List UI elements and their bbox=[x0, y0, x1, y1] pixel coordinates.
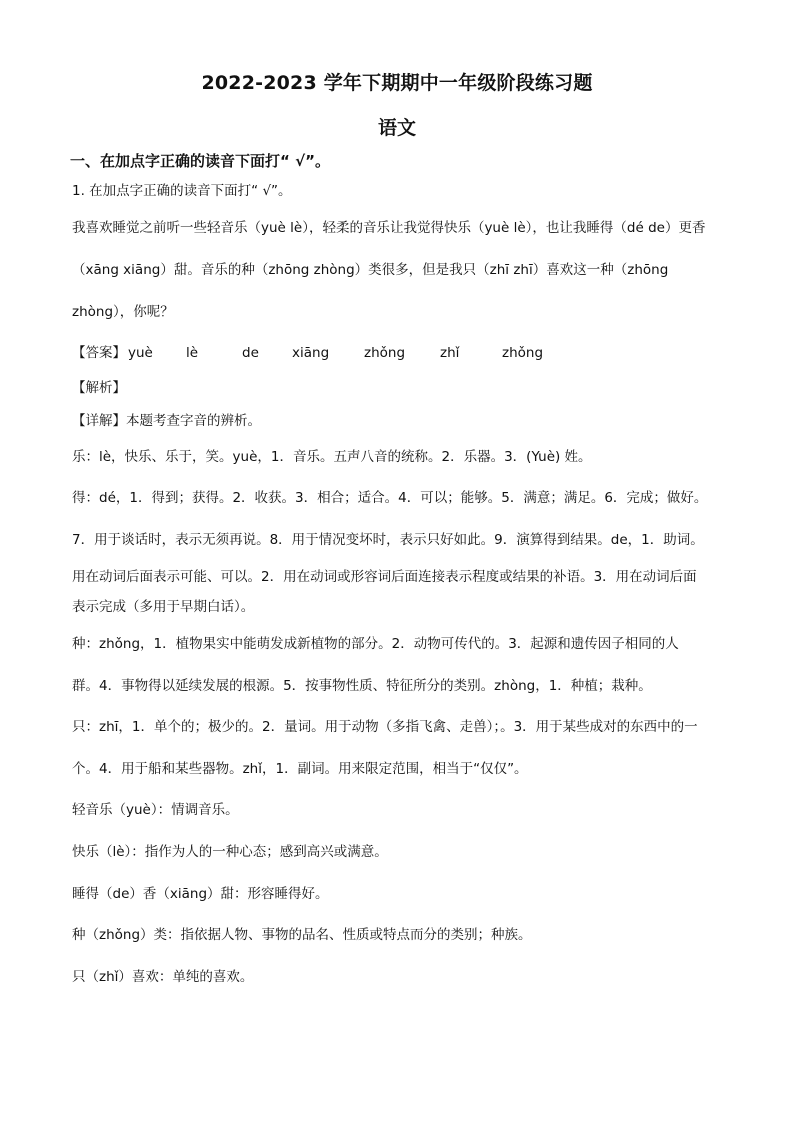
analysis-line: 种：zhǒng，1．植物果实中能萌发成新植物的部分。2．动物可传代的。3．起源和遗传因子相同的人 bbox=[72, 636, 679, 652]
answer-label: 【答案】 bbox=[72, 345, 126, 361]
analysis-detail: 【详解】本题考查字音的辨析。 bbox=[72, 413, 261, 429]
subject-title: 语文 bbox=[377, 117, 416, 139]
answer-item: zhǒng bbox=[364, 345, 406, 361]
analysis-line: 表示完成（多用于早期白话）。 bbox=[72, 599, 255, 615]
answer-item: zhǐ bbox=[440, 345, 460, 361]
analysis-label: 【解析】 bbox=[72, 380, 126, 396]
analysis-line: 个。4．用于船和某些器物。zhǐ，1．副词。用来限定范围，相当于“仅仅”。 bbox=[72, 761, 528, 777]
answer-item: xiāng bbox=[292, 345, 330, 361]
section-heading: 一、在加点字正确的读音下面打“ √”。 bbox=[70, 152, 330, 170]
answer-item: lè bbox=[186, 345, 199, 361]
question-prompt: 1. 在加点字正确的读音下面打“ √”。 bbox=[72, 183, 292, 199]
question-line: zhòng），你呢？ bbox=[72, 304, 174, 320]
question-line: （xāng xiāng）甜。音乐的种（zhōng zhòng）类很多，但是我只（zhī zhī）喜欢这一种（zhōng bbox=[72, 262, 669, 278]
analysis-line: 快乐（lè）：指作为人的一种心态；感到高兴或满意。 bbox=[72, 844, 388, 860]
analysis-line: 轻音乐（yuè）：情调音乐。 bbox=[72, 802, 239, 818]
analysis-line: 得：dé，1．得到；获得。2．收获。3．相合；适合。4．可以；能够。5．满意；满足。6．完成；做好。 bbox=[72, 490, 708, 506]
analysis-line: 只（zhǐ）喜欢：单纯的喜欢。 bbox=[72, 969, 254, 985]
page-title: 2022-2023 学年下期期中一年级阶段练习题 bbox=[201, 72, 593, 94]
answer-item: zhǒng bbox=[502, 345, 544, 361]
analysis-line: 群。4．事物得以延续发展的根源。5．按事物性质、特征所分的类别。zhòng，1．种植；栽种。 bbox=[72, 678, 652, 694]
analysis-line: 用在动词后面表示可能、可以。2．用在动词或形容词后面连接表示程度或结果的补语。3．用在动词后面 bbox=[72, 569, 697, 585]
analysis-line: 睡得（de）香（xiāng）甜：形容睡得好。 bbox=[72, 886, 329, 902]
analysis-line: 乐：lè，快乐、乐于，笑。yuè，1．音乐。五声八音的统称。2．乐器。3．(Yuè) 姓。 bbox=[72, 449, 592, 465]
answer-row bbox=[72, 343, 544, 363]
question-line: 我喜欢睡觉之前听一些轻音乐（yuè lè），轻柔的音乐让我觉得快乐（yuè lè），也让我睡得（dé de）更香 bbox=[72, 220, 706, 236]
analysis-line: 种（zhǒng）类：指依据人物、事物的品名、性质或特点而分的类别；种族。 bbox=[72, 927, 532, 943]
analysis-line: 只：zhī，1．单个的；极少的。2．量词。用于动物（多指飞禽、走兽）；。3．用于某些成对的东西中的一 bbox=[72, 719, 698, 735]
answer-item: yuè bbox=[128, 345, 153, 361]
answer-item: de bbox=[242, 345, 259, 361]
analysis-line: 7．用于谈话时，表示无须再说。8．用于情况变坏时，表示只好如此。9．演算得到结果。de，1．助词。 bbox=[72, 532, 704, 548]
